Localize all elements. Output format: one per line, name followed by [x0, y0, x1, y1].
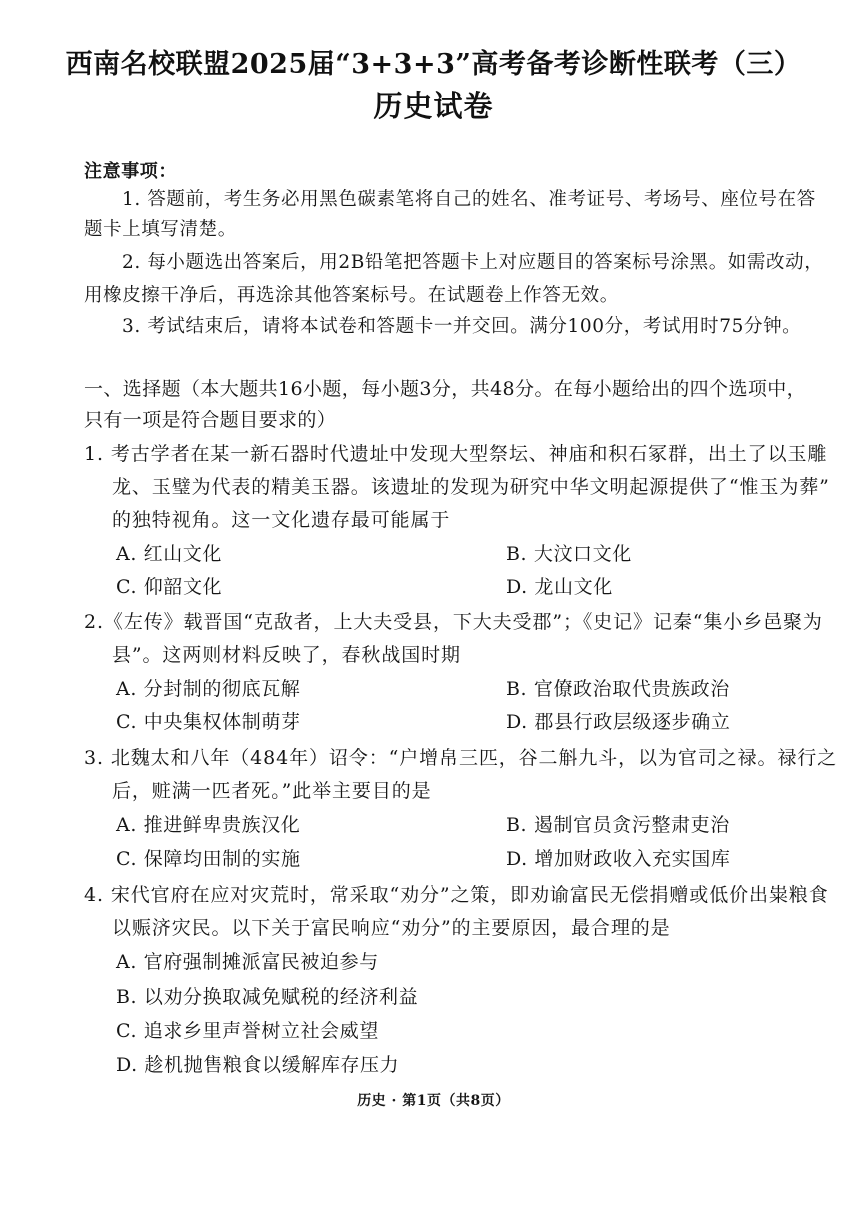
question-1-stem: 1. 考古学者在某一新石器时代遗址中发现大型祭坛、神庙和积石冢群，出土了以玉雕	[84, 443, 828, 465]
notice-line: 3. 考试结束后，请将本试卷和答题卡一并交回。满分100分，考试用时75分钟。	[122, 316, 802, 337]
question-3-stem: 后，赃满一匹者死。”此举主要目的是	[112, 780, 432, 802]
question-4-stem: 以赈济灾民。以下关于富民响应“劝分”的主要原因，最合理的是	[112, 917, 671, 939]
question-1-stem: 龙、玉璧为代表的精美玉器。该遗址的发现为研究中华文明起源提供了“惟玉为葬”	[112, 476, 830, 498]
question-1-option-d: D. 龙山文化	[506, 576, 613, 598]
notice-line: 2. 每小题选出答案后，用2B铅笔把答题卡上对应题目的答案标号涂黑。如需改动，	[122, 252, 824, 273]
question-1-stem: 的独特视角。这一文化遗存最可能属于	[112, 509, 451, 531]
page-footer	[0, 1090, 867, 1110]
question-4-stem: 4. 宋代官府在应对灾荒时，常采取“劝分”之策，即劝谕富民无偿捐赠或低价出粜粮食	[84, 884, 829, 906]
section-heading: 只有一项是符合题目要求的）	[84, 409, 337, 431]
question-4-option-b: B. 以劝分换取减免赋税的经济利益	[116, 986, 419, 1008]
exam-subject-title: 历史试卷	[373, 89, 494, 123]
question-4-option-c: C. 追求乡里声誉树立社会威望	[116, 1020, 379, 1042]
question-2-option-a: A. 分封制的彻底瓦解	[116, 678, 301, 700]
question-2-option-d: D. 郡县行政层级逐步确立	[506, 711, 731, 733]
notice-line: 题卡上填写清楚。	[84, 219, 237, 240]
question-1-option-b: B. 大汶口文化	[506, 543, 632, 565]
notice-line: 1. 答题前，考生务必用黑色碳素笔将自己的姓名、准考证号、考场号、座位号在答	[122, 189, 816, 210]
question-3-option-c: C. 保障均田制的实施	[116, 848, 301, 870]
question-3-stem: 3. 北魏太和八年（484年）诏令：“户增帛三匹，谷二斛九斗，以为官司之禄。禄行之	[84, 747, 838, 769]
question-2-stem: 县”。这两则材料反映了，春秋战国时期	[112, 644, 461, 666]
exam-title: 西南名校联盟2025届“3+3+3”高考备考诊断性联考（三）	[65, 49, 802, 80]
question-2-option-c: C. 中央集权体制萌芽	[116, 711, 301, 733]
notice-line: 用橡皮擦干净后，再选涂其他答案标号。在试题卷上作答无效。	[84, 285, 619, 306]
question-1-option-a: A. 红山文化	[116, 543, 223, 565]
question-2-stem: 2.《左传》载晋国“克敌者，上大夫受县，下大夫受郡”；《史记》记秦“集小乡邑聚为	[84, 611, 823, 633]
page-number-label: 历史 · 第1页（共8页）	[357, 1093, 510, 1109]
question-2-option-b: B. 官僚政治取代贵族政治	[506, 678, 730, 700]
section-heading: 一、选择题（本大题共16小题，每小题3分，共48分。在每小题给出的四个选项中，	[84, 378, 807, 400]
question-3-option-d: D. 增加财政收入充实国库	[506, 848, 731, 870]
question-1-option-c: C. 仰韶文化	[116, 576, 223, 598]
question-4-option-d: D. 趁机抛售粮食以缓解库存压力	[116, 1054, 400, 1076]
notice-heading: 注意事项：	[84, 161, 177, 182]
question-3-option-a: A. 推进鲜卑贵族汉化	[116, 814, 301, 836]
question-3-option-b: B. 遏制官员贪污整肃吏治	[506, 814, 730, 836]
question-4-option-a: A. 官府强制摊派富民被迫参与	[116, 951, 379, 973]
